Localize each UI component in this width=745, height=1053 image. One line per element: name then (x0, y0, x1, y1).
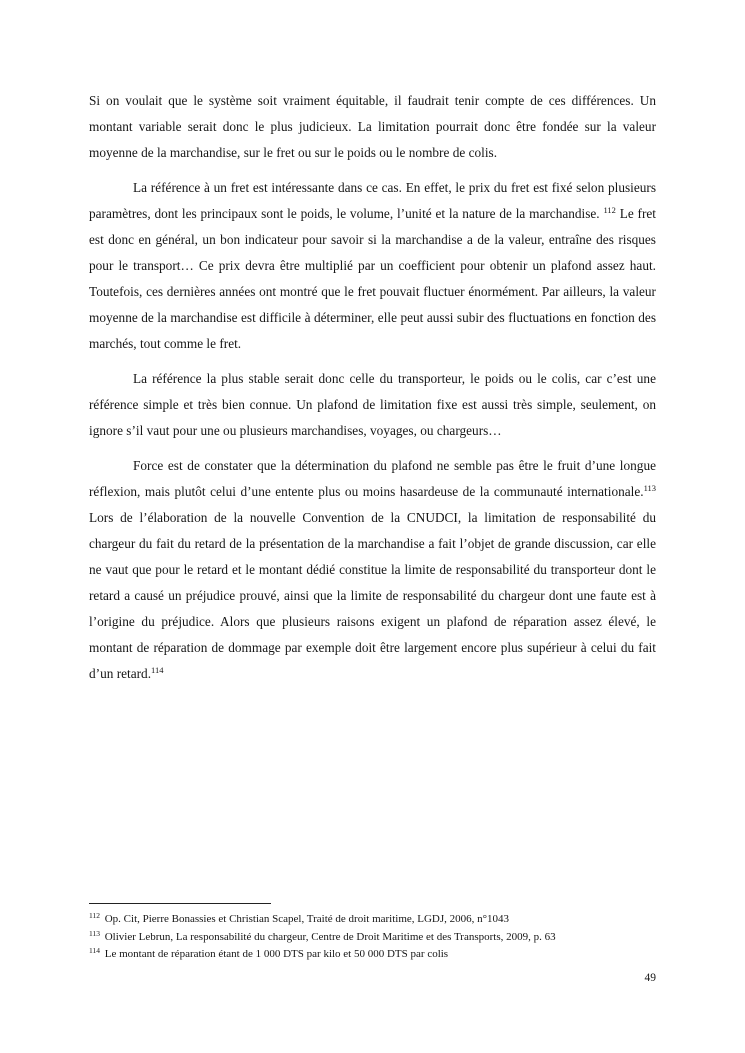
paragraph: Force est de constater que la détermination du plafond ne semble pas être le fruit d’une longue réflexion, mais plutôt celui d’une entente plus ou moins hasardeuse de la communauté internationale.$^{113}$ Lors de l’élaboration de la nouvelle Convention de la CNUDCI, la limitation de responsabilité du chargeur du fait du retard de la présentation de la marchandise a fait l’objet de grande discussion, car elle ne vaut que pour le retard et le montant dédié constitue la limite de responsabilité du transporteur dont le retard a causé un préjudice prouvé, ainsi que la limite de responsabilité du chargeur dont une faute est à l’origine du préjudice. Alors que plusieurs raisons exigent un plafond de réparation assez élevé, le montant de réparation de dommage par exemple doit être largement encore plus supérieur à celui du fait d’un retard.$^{114}$ (89, 458, 656, 681)
footnote: $^{113}$ Olivier Lebrun, La responsabilité du chargeur, Centre de Droit Maritime et des Transports, 2009, p. 63 (89, 928, 556, 943)
footnote-number: 114 (89, 946, 100, 955)
paragraph: La référence la plus stable serait donc celle du transporteur, le poids ou le colis, car c’est une référence simple et très bien connue. Un plafond de limitation fixe est aussi très simple, seulement, on ignore s’il vaut pour une ou plusieurs marchandises, voyages, ou chargeurs… (89, 371, 656, 438)
footnote-ref: 113 (643, 483, 656, 493)
footnote-separator (89, 903, 271, 904)
paragraph: Si on voulait que le système soit vraiment équitable, il faudrait tenir compte de ces différences. Un montant variable serait donc le plus judicieux. La limitation pourrait donc être fondée sur la valeur moyenne de la marchandise, sur le fret ou sur le poids ou le nombre de colis. (89, 93, 656, 160)
paragraph: La référence à un fret est intéressante dans ce cas. En effet, le prix du fret est fixé selon plusieurs paramètres, dont les principaux sont le poids, le volume, l’unité et la nature de la marchandise. $^{112}$ Le fret est donc en général, un bon indicateur pour savoir si la marchandise a de la valeur, entraîne des risques pour le transport… Ce prix devra être multiplié par un coefficient pour obtenir un plafond assez haut. Toutefois, ces dernières années ont montré que le fret pouvait fluctuer énormément. Par ailleurs, la valeur moyenne de la marchandise est difficile à déterminer, elle peut aussi subir des fluctuations en fonction des marchés, tout comme le fret. (89, 180, 656, 351)
footnote-number: 112 (89, 911, 100, 920)
footnote: $^{114}$ Le montant de réparation étant de 1 000 DTS par kilo et 50 000 DTS par colis (89, 946, 449, 960)
footnote-number: 113 (89, 928, 100, 938)
page-number: 49 (644, 972, 656, 984)
body-text (89, 88, 656, 696)
footnote-ref: 114 (151, 665, 164, 675)
footnote: $^{112}$ Op. Cit, Pierre Bonassies et Christian Scapel, Traité de droit maritime, LGDJ, 2006, n°1043 (89, 911, 510, 925)
footnote-list (89, 911, 656, 964)
footnote-ref: 112 (603, 205, 616, 215)
footnotes-section (89, 897, 656, 964)
